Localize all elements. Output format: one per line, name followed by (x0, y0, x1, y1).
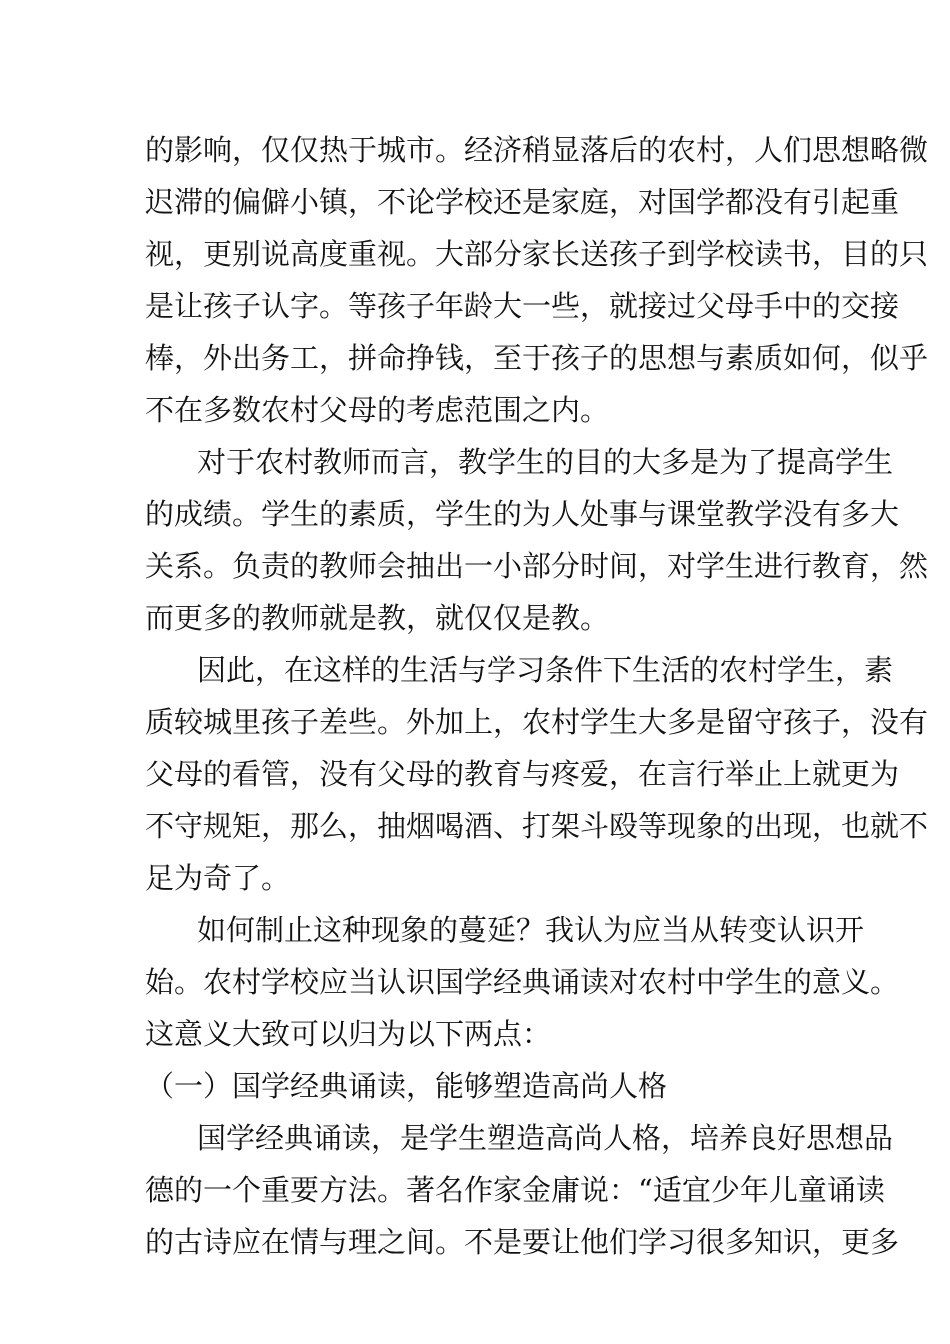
text-line: 因此，在这样的生活与学习条件下生活的农村学生，素 (197, 653, 894, 687)
text-line: 视，更别说高度重视。大部分家长送孩子到学校读书，目的只 (145, 237, 929, 271)
text-line: 不守规矩，那么，抽烟喝酒、打架斗殴等现象的出现，也就不 (145, 809, 929, 843)
text-line: 国学经典诵读，是学生塑造高尚人格，培养良好思想品 (197, 1121, 894, 1155)
text-line: 父母的看管，没有父母的教育与疼爱，在言行举止上就更为 (145, 757, 900, 791)
text-line: 的影响，仅仅热于城市。经济稍显落后的农村，人们思想略微 (145, 133, 929, 167)
text-line: 的成绩。学生的素质，学生的为人处事与课堂教学没有多大 (145, 497, 900, 531)
text-line: 德的一个重要方法。著名作家金庸说：“适宜少年儿童诵读 (145, 1173, 885, 1207)
body-text (145, 124, 929, 1268)
text-line: 迟滞的偏僻小镇，不论学校还是家庭，对国学都没有引起重 (145, 185, 900, 219)
text-line: 始。农村学校应当认识国学经典诵读对农村中学生的意义。 (145, 965, 900, 999)
text-line: 足为奇了。 (145, 861, 291, 895)
text-line: 而更多的教师就是教，就仅仅是教。 (145, 601, 610, 635)
text-line: 质较城里孩子差些。外加上，农村学生大多是留守孩子，没有 (145, 705, 929, 739)
text-line: 关系。负责的教师会抽出一小部分时间，对学生进行教育，然 (145, 549, 929, 583)
section-heading: （一）国学经典诵读，能够塑造高尚人格 (145, 1069, 668, 1103)
text-line: 是让孩子认字。等孩子年龄大一些，就接过父母手中的交接 (145, 289, 900, 323)
text-line: 对于农村教师而言，教学生的目的大多是为了提高学生 (197, 445, 894, 479)
text-line: 棒，外出务工，拼命挣钱，至于孩子的思想与素质如何，似乎 (145, 341, 929, 375)
text-line: 的古诗应在情与理之间。不是要让他们学习很多知识，更多 (145, 1225, 900, 1259)
text-line: 这意义大致可以归为以下两点： (145, 1017, 552, 1051)
text-line: 不在多数农村父母的考虑范围之内。 (145, 393, 610, 427)
text-line: 如何制止这种现象的蔓延？我认为应当从转变认识开 (197, 913, 865, 947)
